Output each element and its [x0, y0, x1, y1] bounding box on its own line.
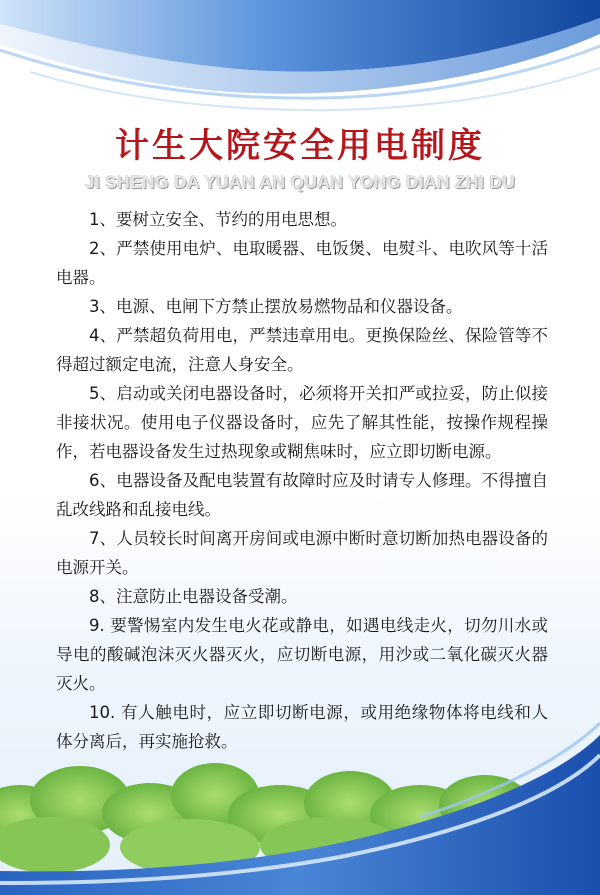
rule-item: 8、注意防止电器设备受潮。 — [89, 587, 298, 606]
rules-list — [56, 205, 548, 756]
rule-item: 10. 有人触电时，应立即切断电源，或用绝缘物体将电线和人体分离后，再实施抢救。 — [56, 703, 548, 751]
bottom-foliage-wave-decoration — [0, 695, 600, 895]
pinyin-subtitle: JI SHENG DA YUAN AN QUAN YONG DIAN ZHI DU — [84, 172, 516, 192]
rule-item: 6、电器设备及配电装置有故障时应及时请专人修理。不得擅自乱改线路和乱接电线。 — [56, 471, 548, 519]
rule-item: 9. 要警惕室内发生电火花或静电，如遇电线走火，切勿川水或导电的酸碱泡沫灭火器灭火，应切断电源，用沙或二氧化碳灭火器灭火。 — [56, 616, 548, 693]
rule-item: 1、要树立安全、节约的用电思想。 — [89, 210, 347, 229]
rule-item: 4、严禁超负荷用电，严禁违章用电。更换保险丝、保险管等不得超过额定电流，注意人身安全。 — [56, 326, 548, 374]
rule-item: 3、电源、电闸下方禁止摆放易燃物品和仪器设备。 — [89, 297, 463, 316]
rule-item: 5、启动或关闭电器设备时，必须将开关扣严或拉妥，防止似接非接状况。使用电子仪器设备时，应先了解其性能，按操作规程操作，若电器设备发生过热现象或糊焦味时，应立即切断电源。 — [56, 384, 548, 461]
rule-item: 7、人员较长时间离开房间或电源中断时意切断加热电器设备的电源开关。 — [56, 529, 548, 577]
page-title: 计生大院安全用电制度 — [115, 126, 485, 166]
rule-item: 2、严禁使用电炉、电取暖器、电饭煲、电熨斗、电吹风等十活电器。 — [56, 239, 548, 287]
